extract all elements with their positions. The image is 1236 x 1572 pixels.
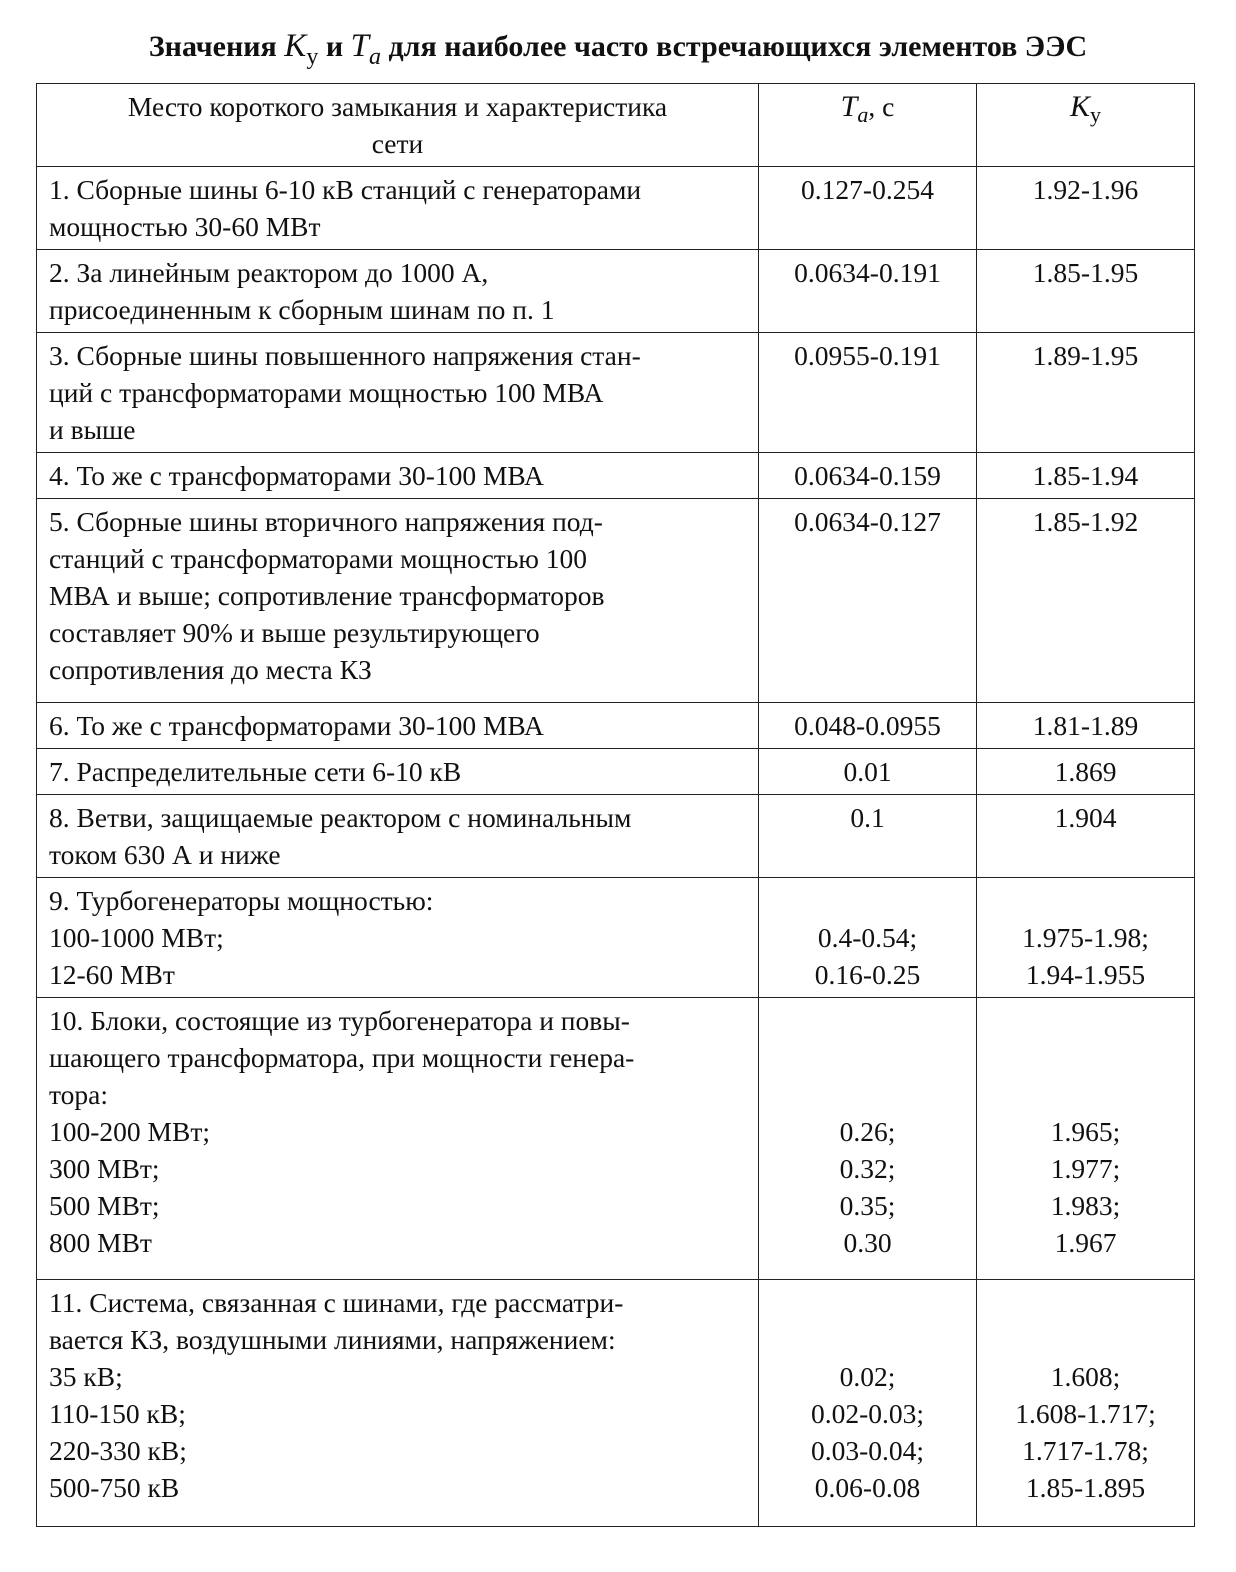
location-line: и выше xyxy=(49,414,136,445)
cell-location xyxy=(37,998,759,1280)
location-line: 10. Блоки, состоящие из турбогенератора и повы- xyxy=(49,1005,630,1036)
location-line: 8. Ветви, защищаемые реактором с номинальным xyxy=(49,802,632,833)
ta-value-line: 0.03-0.04; xyxy=(810,1435,925,1466)
cell-ky-value xyxy=(977,167,1195,250)
title-k-symbol: K xyxy=(284,28,307,64)
header-ky-symbol: K xyxy=(1069,90,1090,123)
ta-value-line xyxy=(771,1284,964,1321)
table-row xyxy=(37,795,1195,878)
ky-value-line: 1.977; xyxy=(1050,1153,1121,1184)
ky-value-line: 1.904 xyxy=(1054,802,1117,833)
table-row xyxy=(37,1280,1195,1527)
cell-ta-value xyxy=(759,749,977,795)
cell-ky-value xyxy=(977,703,1195,749)
ky-value-line: 1.85-1.94 xyxy=(1032,460,1139,491)
location-line: 35 кВ; xyxy=(49,1361,123,1392)
location-line: 5. Сборные шины вторичного напряжения под- xyxy=(49,506,603,537)
cell-ta-value xyxy=(759,998,977,1280)
ta-value-line: 0.06-0.08 xyxy=(814,1472,921,1503)
location-line: 6. То же с трансформаторами 30-100 МВА xyxy=(49,710,544,741)
cell-location xyxy=(37,453,759,499)
ta-value-line: 0.26; xyxy=(839,1116,896,1147)
ta-value-line: 0.0955-0.191 xyxy=(794,340,941,371)
ky-value-line xyxy=(989,1284,1182,1321)
ky-value-line xyxy=(989,1002,1182,1039)
header-ta xyxy=(759,84,977,167)
title-suffix: для наиболее часто встречающихся элементов ЭЭС xyxy=(388,30,1088,63)
ta-value-line: 0.16-0.25 xyxy=(814,959,921,990)
location-line: 1. Сборные шины 6-10 кВ станций с генераторами xyxy=(49,174,642,205)
ky-value-line: 1.85-1.895 xyxy=(1025,1472,1146,1503)
location-line: 220-330 кВ; xyxy=(49,1435,187,1466)
cell-location xyxy=(37,795,759,878)
location-line: 100-1000 МВт; xyxy=(49,922,224,953)
ta-value-line: 0.127-0.254 xyxy=(801,174,934,205)
table-row xyxy=(37,703,1195,749)
ky-value-line: 1.965; xyxy=(1050,1116,1121,1147)
ky-value-line: 1.608; xyxy=(1050,1361,1121,1392)
ky-value-line: 1.975-1.98; xyxy=(1022,922,1149,953)
ky-value-line: 1.85-1.95 xyxy=(1032,257,1139,288)
header-ta-sub: a xyxy=(857,102,869,127)
cell-ta-value xyxy=(759,878,977,998)
title-t-symbol: T xyxy=(350,28,369,64)
title-t-sub: a xyxy=(368,44,381,70)
location-line: 110-150 кВ; xyxy=(49,1398,186,1429)
location-line: 800 МВт xyxy=(49,1227,152,1258)
table-row xyxy=(37,878,1195,998)
cell-ta-value xyxy=(759,333,977,453)
table-row xyxy=(37,333,1195,453)
header-ky-sub: у xyxy=(1090,102,1101,127)
ky-value-line xyxy=(989,882,1182,919)
cell-ky-value xyxy=(977,453,1195,499)
ky-value-line: 1.869 xyxy=(1054,756,1117,787)
ky-value-line: 1.89-1.95 xyxy=(1032,340,1139,371)
cell-ta-value xyxy=(759,250,977,333)
ta-value-line: 0.02; xyxy=(839,1361,896,1392)
ky-value-line xyxy=(989,1039,1182,1076)
title-prefix: Значения xyxy=(148,30,277,63)
table-row xyxy=(37,250,1195,333)
location-line: станций с трансформаторами мощностью 100 xyxy=(49,543,588,574)
cell-location xyxy=(37,1280,759,1527)
ta-value-line: 0.4-0.54; xyxy=(817,922,918,953)
location-line: 9. Турбогенераторы мощностью: xyxy=(49,885,434,916)
location-line: сопротивления до места КЗ xyxy=(49,654,372,685)
ta-value-line: 0.32; xyxy=(839,1153,896,1184)
ky-value-line: 1.94-1.955 xyxy=(1025,959,1146,990)
ta-value-line: 0.35; xyxy=(839,1190,896,1221)
cell-ky-value xyxy=(977,749,1195,795)
table-row xyxy=(37,453,1195,499)
ta-value-line xyxy=(771,1076,964,1113)
ta-value-line xyxy=(771,1321,964,1358)
location-line: 4. То же с трансформаторами 30-100 МВА xyxy=(49,460,544,491)
header-location-line: Место короткого замыкания и характеристика xyxy=(127,91,668,122)
cell-location xyxy=(37,878,759,998)
location-line: 3. Сборные шины повышенного напряжения стан- xyxy=(49,340,641,371)
table-body xyxy=(37,167,1195,1527)
title-k-sub: у xyxy=(306,44,319,70)
ta-value-line xyxy=(771,1039,964,1076)
location-line: 500-750 кВ xyxy=(49,1472,180,1503)
location-line: составляет 90% и выше результирующего xyxy=(49,617,540,648)
cell-location xyxy=(37,499,759,703)
location-line: 500 МВт; xyxy=(49,1190,160,1221)
ta-value-line xyxy=(771,882,964,919)
ta-value-line: 0.0634-0.127 xyxy=(794,506,941,537)
header-location xyxy=(37,84,759,167)
ky-value-line: 1.983; xyxy=(1050,1190,1121,1221)
location-line: 7. Распределительные сети 6-10 кВ xyxy=(49,756,462,787)
cell-ky-value xyxy=(977,878,1195,998)
cell-location xyxy=(37,749,759,795)
header-ta-unit: , с xyxy=(868,91,895,122)
location-line: 300 МВт; xyxy=(49,1153,160,1184)
header-ta-symbol: T xyxy=(840,90,858,123)
table-row xyxy=(37,998,1195,1280)
table-title xyxy=(0,28,1236,70)
location-line: вается КЗ, воздушными линиями, напряжением: xyxy=(49,1324,616,1355)
ky-value-line: 1.85-1.92 xyxy=(1032,506,1139,537)
location-line: МВА и выше; сопротивление трансформаторов xyxy=(49,580,605,611)
cell-ta-value xyxy=(759,1280,977,1527)
location-line: 100-200 МВт; xyxy=(49,1116,210,1147)
location-line: тора: xyxy=(49,1079,109,1110)
ta-value-line: 0.048-0.0955 xyxy=(794,710,941,741)
location-line: 2. За линейным реактором до 1000 А, xyxy=(49,257,489,288)
title-and: и xyxy=(325,30,344,63)
cell-location xyxy=(37,333,759,453)
ta-value-line: 0.0634-0.159 xyxy=(794,460,941,491)
data-table xyxy=(36,83,1195,1527)
table-row xyxy=(37,499,1195,703)
header-ky xyxy=(977,84,1195,167)
ky-value-line: 1.92-1.96 xyxy=(1032,174,1139,205)
ky-value-line: 1.81-1.89 xyxy=(1032,710,1139,741)
cell-location xyxy=(37,703,759,749)
cell-ky-value xyxy=(977,795,1195,878)
cell-ta-value xyxy=(759,703,977,749)
ky-value-line: 1.967 xyxy=(1054,1227,1117,1258)
cell-ky-value xyxy=(977,250,1195,333)
cell-ky-value xyxy=(977,499,1195,703)
ky-value-line xyxy=(989,1321,1182,1358)
location-line: шающего трансформатора, при мощности генера- xyxy=(49,1042,635,1073)
cell-ta-value xyxy=(759,167,977,250)
cell-ta-value xyxy=(759,453,977,499)
location-line: присоединенным к сборным шинам по п. 1 xyxy=(49,294,555,325)
cell-location xyxy=(37,167,759,250)
cell-ta-value xyxy=(759,499,977,703)
location-line: мощностью 30-60 МВт xyxy=(49,211,321,242)
cell-ta-value xyxy=(759,795,977,878)
ky-value-line: 1.608-1.717; xyxy=(1015,1398,1156,1429)
table-row xyxy=(37,749,1195,795)
header-location-line: сети xyxy=(371,128,424,159)
cell-location xyxy=(37,250,759,333)
ta-value-line: 0.30 xyxy=(843,1227,892,1258)
table-row xyxy=(37,167,1195,250)
ky-value-line xyxy=(989,1076,1182,1113)
location-line: 12-60 МВт xyxy=(49,959,175,990)
ky-value-line: 1.717-1.78; xyxy=(1022,1435,1149,1466)
ta-value-line: 0.01 xyxy=(843,756,892,787)
header-row xyxy=(37,84,1195,167)
cell-ky-value xyxy=(977,1280,1195,1527)
location-line: током 630 А и ниже xyxy=(49,839,281,870)
ta-value-line xyxy=(771,1002,964,1039)
ta-value-line: 0.02-0.03; xyxy=(810,1398,925,1429)
ta-value-line: 0.1 xyxy=(850,802,885,833)
cell-ky-value xyxy=(977,333,1195,453)
location-line: 11. Система, связанная с шинами, где рассматри- xyxy=(49,1287,624,1318)
cell-ky-value xyxy=(977,998,1195,1280)
location-line: ций с трансформаторами мощностью 100 МВА xyxy=(49,377,604,408)
ta-value-line: 0.0634-0.191 xyxy=(794,257,941,288)
